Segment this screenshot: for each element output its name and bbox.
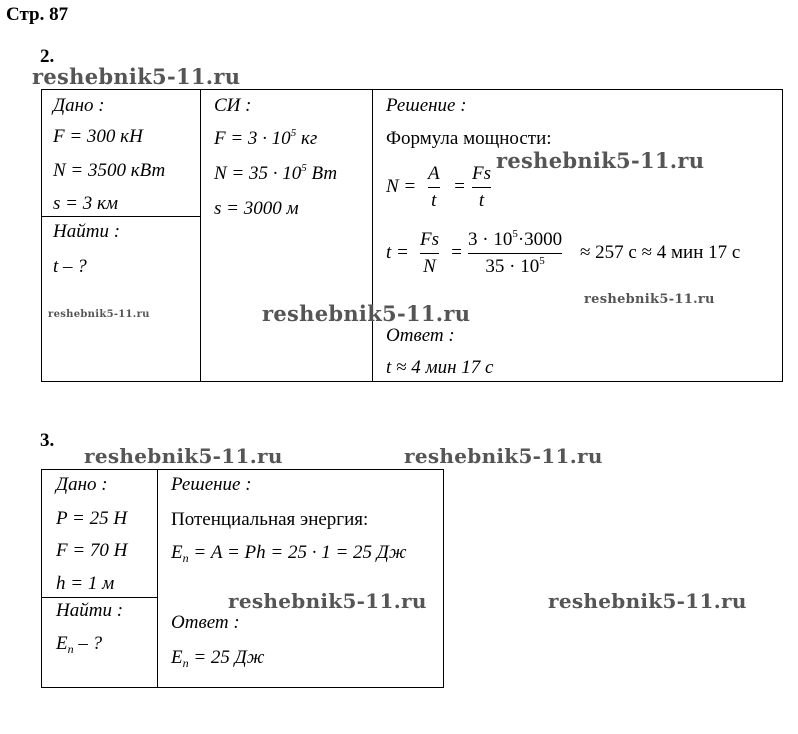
- si-item: $F = 3 \cdot 10^5$ кг: [214, 127, 318, 149]
- watermark: reshebnik5-11.ru: [404, 444, 603, 468]
- eq2-fraction: Fs N: [420, 229, 439, 277]
- find-label: Найти :: [56, 600, 124, 621]
- eq2-fraction: $3 \cdot 10^5\cdot 3000$ $35 \cdot 10^5$: [468, 228, 563, 277]
- formula-title: Формула мощности:: [386, 128, 552, 149]
- table-divider: [372, 89, 373, 382]
- problem-3-number: 3.: [40, 430, 55, 451]
- table-divider: [200, 89, 201, 382]
- si-item: s = 3000 м: [214, 198, 299, 219]
- eq1-lhs: N =: [386, 176, 417, 197]
- si-item: $N = 35 \cdot 10^5$ Вт: [214, 162, 338, 184]
- table-divider: [41, 597, 158, 598]
- given-item: s = 3 км: [53, 193, 118, 214]
- watermark: reshebnik5-11.ru: [584, 292, 715, 307]
- si-label: СИ :: [214, 95, 252, 116]
- given-item: N = 3500 кВт: [53, 160, 166, 181]
- table-divider: [157, 469, 158, 688]
- find-item: t – ?: [53, 256, 87, 277]
- eq1-fraction: A t: [428, 163, 440, 211]
- table-divider: [41, 216, 201, 217]
- watermark: reshebnik5-11.ru: [496, 148, 705, 173]
- watermark: reshebnik5-11.ru: [228, 589, 427, 613]
- eq2-result: ≈ 257 с ≈ 4 мин 17 с: [580, 242, 741, 263]
- problem-2-number: 2.: [40, 46, 55, 67]
- given-item: P = 25 Н: [56, 508, 128, 529]
- eq2-lhs: t =: [386, 242, 409, 263]
- watermark: reshebnik5-11.ru: [32, 64, 241, 89]
- page-title: Стр. 87: [6, 4, 69, 25]
- eq1-fraction: Fs t: [472, 163, 491, 211]
- energy-equation: $E_п = A = Ph = 25 \cdot 1 = 25$ Дж: [171, 542, 407, 565]
- find-item: $E_п$ – ?: [56, 633, 103, 656]
- answer: t ≈ 4 мин 17 с: [386, 357, 494, 378]
- solution-label: Решение :: [386, 95, 467, 116]
- find-label: Найти :: [53, 221, 121, 242]
- given-label: Дано :: [56, 474, 108, 495]
- given-label: Дано :: [53, 95, 105, 116]
- watermark: reshebnik5-11.ru: [548, 589, 747, 613]
- watermark: reshebnik5-11.ru: [48, 309, 150, 320]
- eq2-equals: =: [450, 242, 463, 263]
- given-item: h = 1 м: [56, 573, 115, 594]
- given-item: F = 70 Н: [56, 540, 128, 561]
- given-item: F = 300 кН: [53, 126, 143, 147]
- eq1-equals: =: [453, 176, 466, 197]
- watermark: reshebnik5-11.ru: [262, 301, 471, 326]
- watermark: reshebnik5-11.ru: [84, 444, 283, 468]
- answer-label: Ответ :: [171, 612, 240, 633]
- answer: $E_п = 25$ Дж: [171, 647, 265, 670]
- energy-title: Потенциальная энергия:: [171, 509, 369, 530]
- answer-label: Ответ :: [386, 325, 455, 346]
- solution-label: Решение :: [171, 474, 252, 495]
